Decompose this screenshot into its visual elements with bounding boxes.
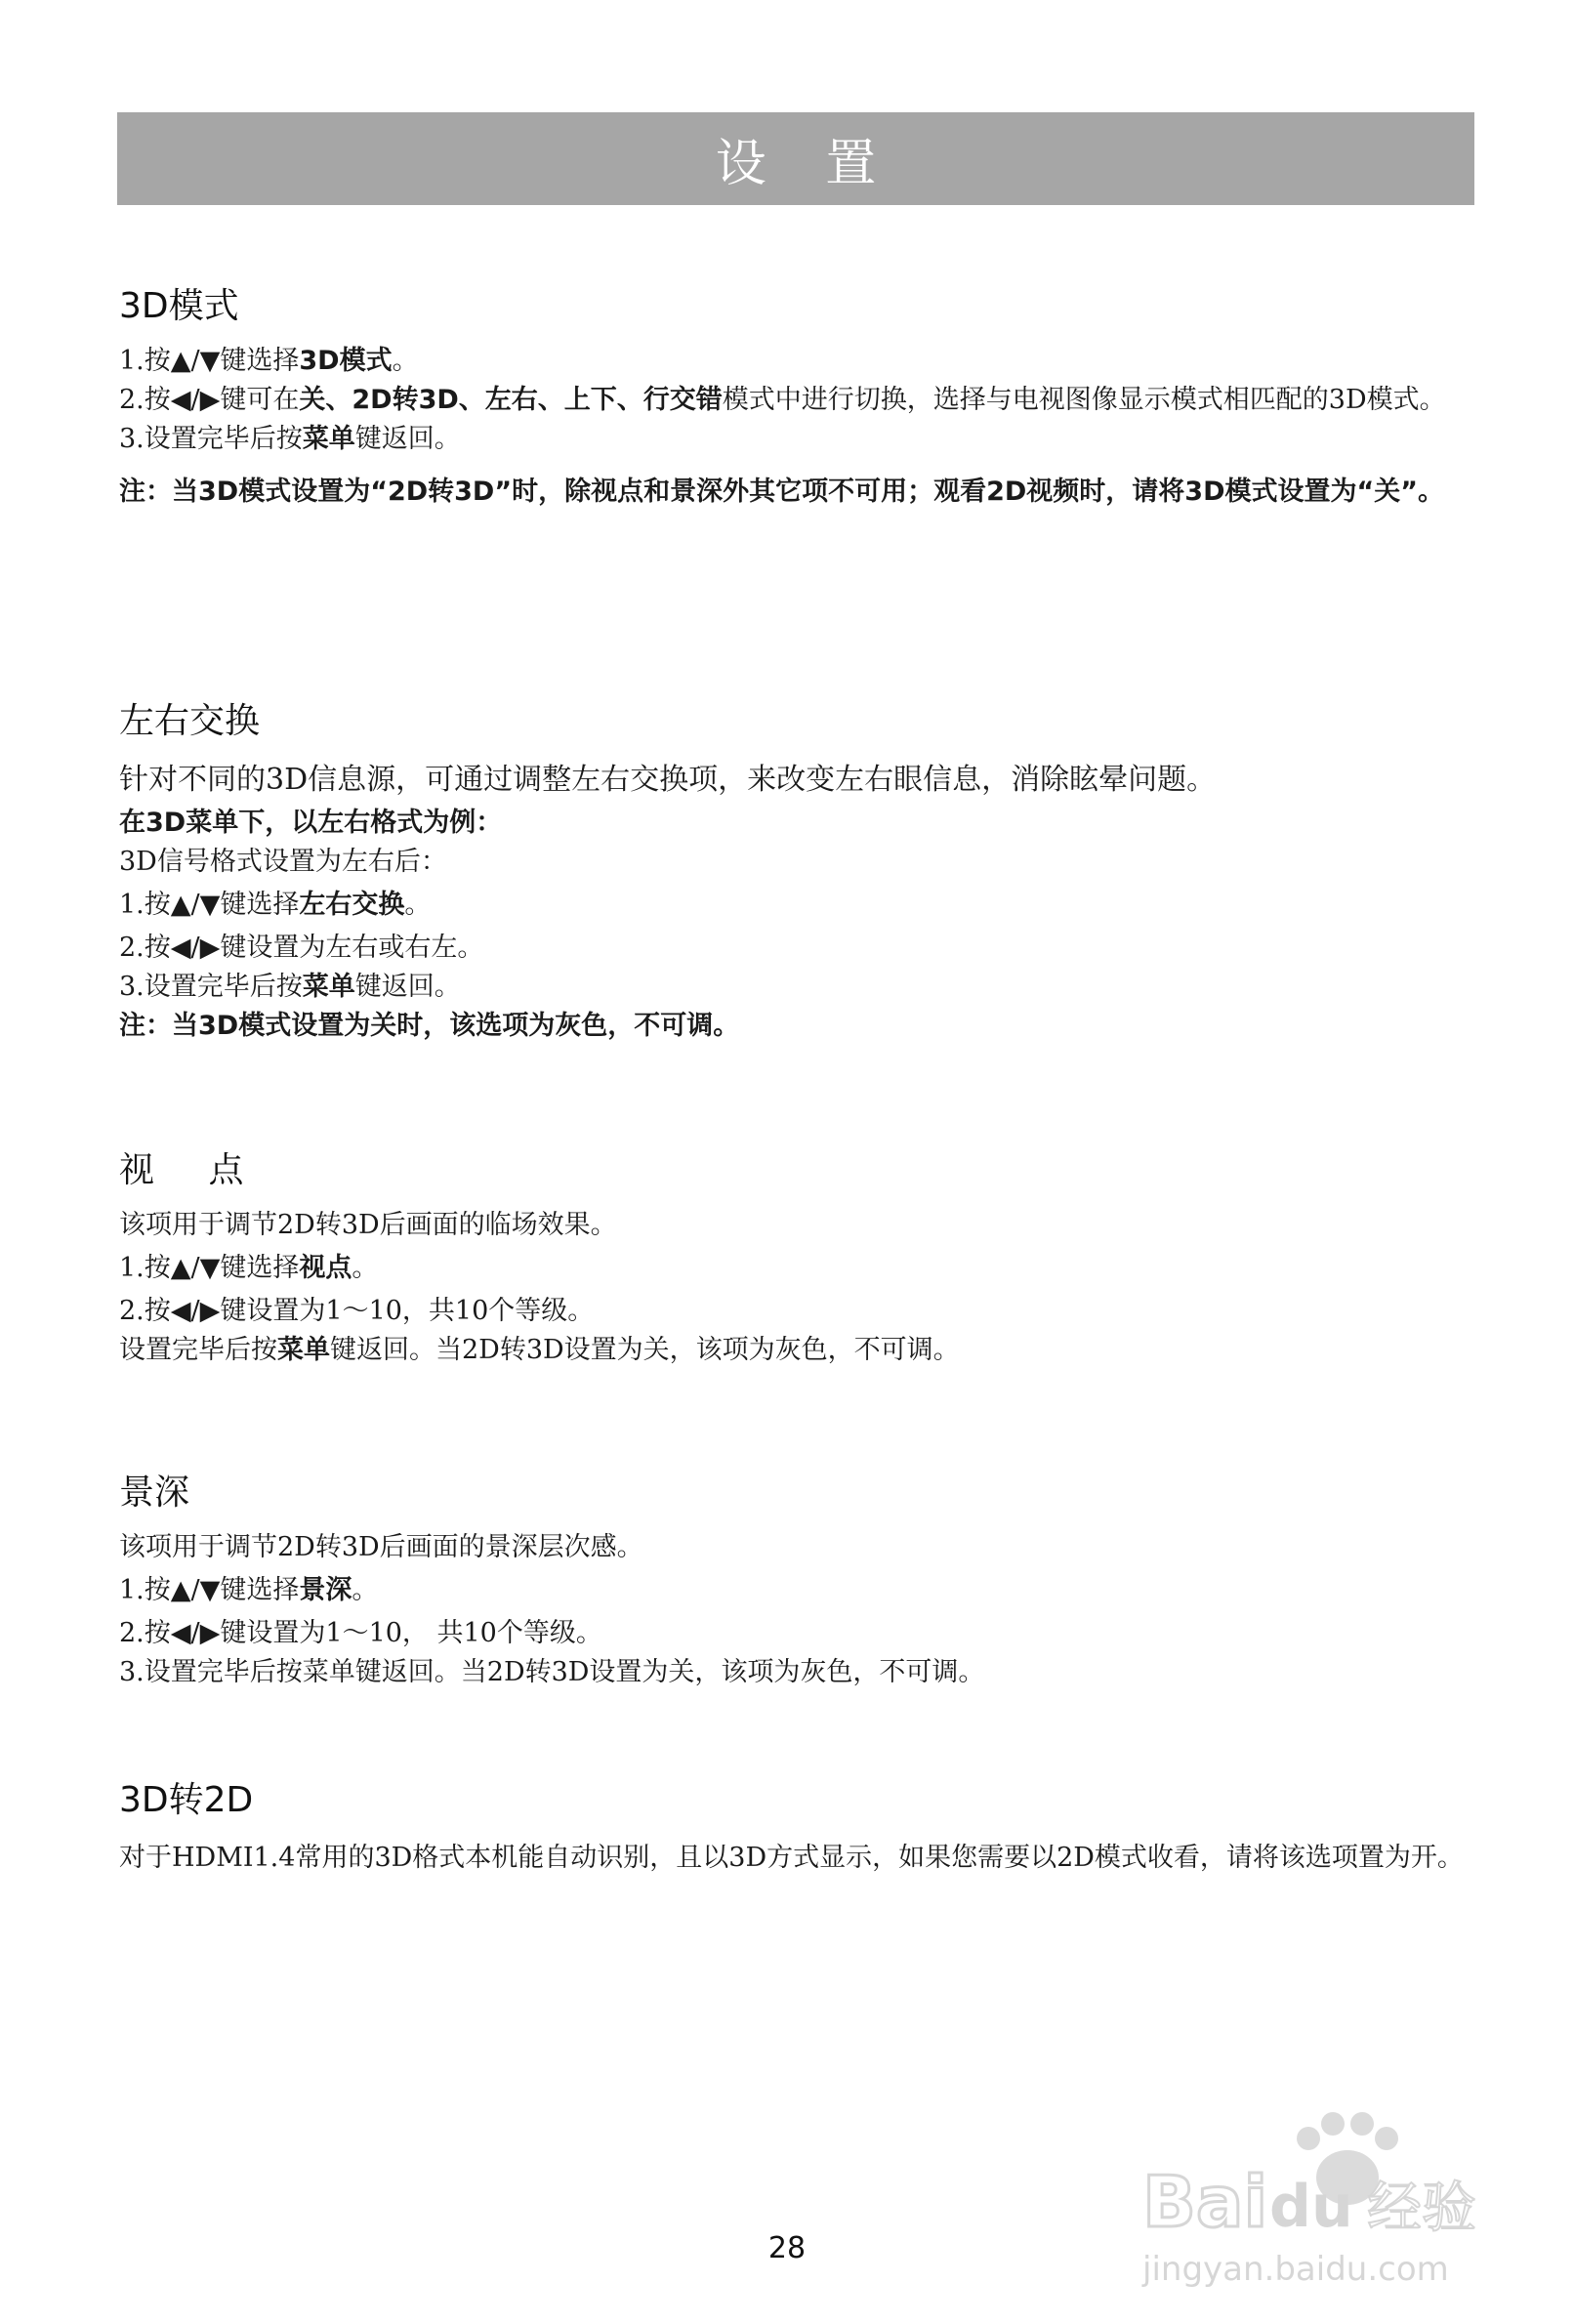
lr-swap-intro: 针对不同的3D信息源，可通过调整左右交换项，来改变左右眼信息，消除眩晕问题。 (119, 763, 1217, 797)
step-text: 。 (352, 1253, 379, 1283)
viewpoint-step-1 (119, 1245, 1476, 1292)
step-keyword: 左右交换 (299, 890, 405, 920)
step-text: 键返回。当2D转3D设置为关，该项为灰色，不可调。 (330, 1335, 960, 1365)
step-text: 。 (404, 890, 432, 920)
step-text: 1.按▲/▼键选择 (119, 346, 300, 376)
title-banner (117, 112, 1474, 205)
heading-depth: 景深 (119, 1473, 190, 1513)
page-title: 设 置 (715, 135, 898, 193)
lr-swap-step-3 (119, 968, 1476, 1007)
step-text: 。 (392, 346, 419, 376)
step-text: 设置完毕后按 (119, 1335, 277, 1365)
viewpoint-step-2: 2.按◀/▶键设置为1～10，共10个等级。 (119, 1296, 595, 1326)
step-text: 键返回。 (354, 972, 461, 1002)
svg-text:du: du (1269, 2173, 1353, 2241)
section-3d-to-2d (119, 1772, 1476, 1881)
depth-step-2: 2.按◀/▶键设置为1～10， 共10个等级。 (119, 1618, 602, 1648)
step-keyword: 3D模式 (299, 346, 393, 376)
step-keyword: 景深 (299, 1575, 352, 1605)
lr-swap-note: 注：当3D模式设置为关时，该选项为灰色，不可调。 (119, 1011, 740, 1041)
lr-swap-step-1 (119, 882, 1476, 929)
viewpoint-step-3 (119, 1331, 1476, 1370)
heading-3d-to-2d: 3D转2D (119, 1780, 254, 1820)
viewpoint-intro: 该项用于调节2D转3D后画面的临场效果。 (119, 1210, 617, 1240)
3d-mode-note: 注：当3D模式设置为“2D转3D”时，除视点和景深外其它项不可用；观看2D视频时，请将3D模式设置为“关”。 (119, 477, 1444, 507)
section-lr-swap (119, 693, 1476, 1046)
baidu-watermark-logo (1123, 2099, 1533, 2295)
depth-step-3: 3.设置完毕后按菜单键返回。当2D转3D设置为关，该项为灰色，不可调。 (119, 1657, 985, 1687)
heading-3d-mode: 3D模式 (119, 286, 239, 326)
page-number: 28 (767, 2231, 807, 2265)
section-3d-mode (119, 278, 1476, 516)
step-text: 模式中进行切换，选择与电视图像显示模式相匹配的3D模式。 (722, 385, 1446, 415)
svg-text:jingyan.baidu.com: jingyan.baidu.com (1142, 2250, 1449, 2289)
step-text: 键返回。 (354, 424, 461, 454)
heading-lr-swap: 左右交换 (119, 701, 261, 741)
step-text: 1.按▲/▼键选择 (119, 1575, 300, 1605)
heading-viewpoint: 视 点 (119, 1150, 266, 1190)
step-keyword: 菜单 (302, 972, 355, 1002)
section-depth (119, 1465, 1476, 1692)
step-text: 1.按▲/▼键选择 (119, 890, 300, 920)
3d-mode-step-3 (119, 420, 1476, 459)
3d-mode-step-1 (119, 342, 1476, 381)
step-text: 1.按▲/▼键选择 (119, 1253, 300, 1283)
lr-swap-sub: 在3D菜单下，以左右格式为例： (119, 808, 503, 838)
svg-text:Bai: Bai (1142, 2161, 1268, 2243)
section-viewpoint (119, 1142, 1476, 1370)
depth-step-1 (119, 1567, 1476, 1614)
step-keyword: 菜单 (302, 424, 355, 454)
step-text: 3.设置完毕后按 (119, 972, 303, 1002)
depth-intro: 该项用于调节2D转3D后画面的景深层次感。 (119, 1532, 643, 1562)
step-text: 3.设置完毕后按 (119, 424, 303, 454)
svg-text:经验: 经验 (1367, 2177, 1476, 2240)
lr-swap-setting: 3D信号格式设置为左右后： (119, 847, 447, 877)
step-text: 。 (352, 1575, 379, 1605)
step-text: 2.按◀/▶键可在 (119, 385, 300, 415)
step-keyword: 关、2D转3D、左右、上下、行交错 (299, 385, 723, 415)
3d-mode-step-2 (119, 381, 1476, 420)
step-keyword: 菜单 (277, 1335, 330, 1365)
3d-to-2d-body: 对于HDMI1.4常用的3D格式本机能自动识别，且以3D方式显示，如果您需要以2D模式收看，请将该选项置为开。 (119, 1843, 1464, 1873)
step-keyword: 视点 (299, 1253, 352, 1283)
lr-swap-step-2: 2.按◀/▶键设置为左右或右左。 (119, 933, 484, 963)
